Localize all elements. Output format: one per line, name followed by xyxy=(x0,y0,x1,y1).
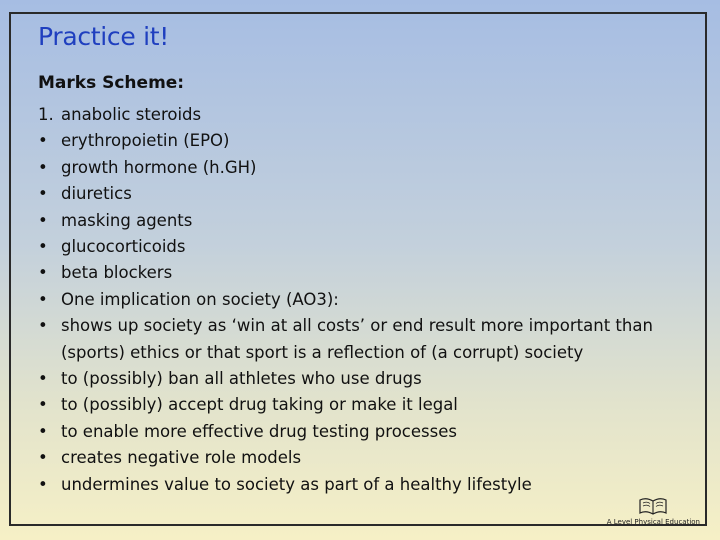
list-item-text: undermines value to society as part of a healthy lifestyle xyxy=(61,474,532,494)
list-item-text: masking agents xyxy=(61,210,193,230)
list-item xyxy=(38,102,688,128)
list-item xyxy=(38,287,688,313)
list-item-text: beta blockers xyxy=(61,263,173,283)
list-item xyxy=(38,392,688,418)
list-marker: • xyxy=(38,448,48,468)
list-item xyxy=(38,419,688,445)
list-marker: • xyxy=(38,263,48,283)
list-item xyxy=(38,128,688,154)
list-item xyxy=(38,313,688,366)
open-book-icon xyxy=(638,496,668,516)
brand-logo xyxy=(607,496,700,526)
list-item-text: One implication on society (AO3): xyxy=(61,289,339,309)
list-marker: • xyxy=(38,237,48,257)
slide-title: Practice it! xyxy=(38,22,169,51)
list-item xyxy=(38,472,688,498)
list-marker: • xyxy=(38,131,48,151)
list-item-text: diuretics xyxy=(61,184,132,204)
list-item-text: to (possibly) accept drug taking or make it legal xyxy=(61,395,458,415)
marks-scheme-heading: Marks Scheme: xyxy=(38,73,185,93)
list-item-text: growth hormone (h.GH) xyxy=(61,157,257,177)
list-item xyxy=(38,181,688,207)
list-item xyxy=(38,445,688,471)
list-marker: • xyxy=(38,474,48,494)
list-item-text: creates negative role models xyxy=(61,448,302,468)
list-marker: • xyxy=(38,421,48,441)
brand-logo-text: A Level Physical Education xyxy=(606,518,700,526)
list-item xyxy=(38,234,688,260)
list-marker: • xyxy=(38,316,48,336)
list-item xyxy=(38,208,688,234)
list-item-text: glucocorticoids xyxy=(61,237,186,257)
list-item xyxy=(38,260,688,286)
list-marker: • xyxy=(38,289,48,309)
list-marker: • xyxy=(38,157,48,177)
list-item-text: erythropoietin (EPO) xyxy=(61,131,230,151)
list-item-text: to (possibly) ban all athletes who use drugs xyxy=(61,369,422,389)
list-marker: • xyxy=(38,395,48,415)
list-marker: • xyxy=(38,184,48,204)
list-item-text: shows up society as ‘win at all costs’ or end result more important than (sports) ethics or that sport is a reflection of (a corrupt) society xyxy=(61,316,653,362)
list-marker: • xyxy=(38,369,48,389)
list-item xyxy=(38,155,688,181)
list-item-text: to enable more effective drug testing processes xyxy=(61,421,457,441)
list-item xyxy=(38,366,688,392)
list-item-text: anabolic steroids xyxy=(61,105,202,124)
marks-scheme-list xyxy=(38,102,688,498)
list-marker: 1. xyxy=(38,105,54,124)
list-marker: • xyxy=(38,210,48,230)
